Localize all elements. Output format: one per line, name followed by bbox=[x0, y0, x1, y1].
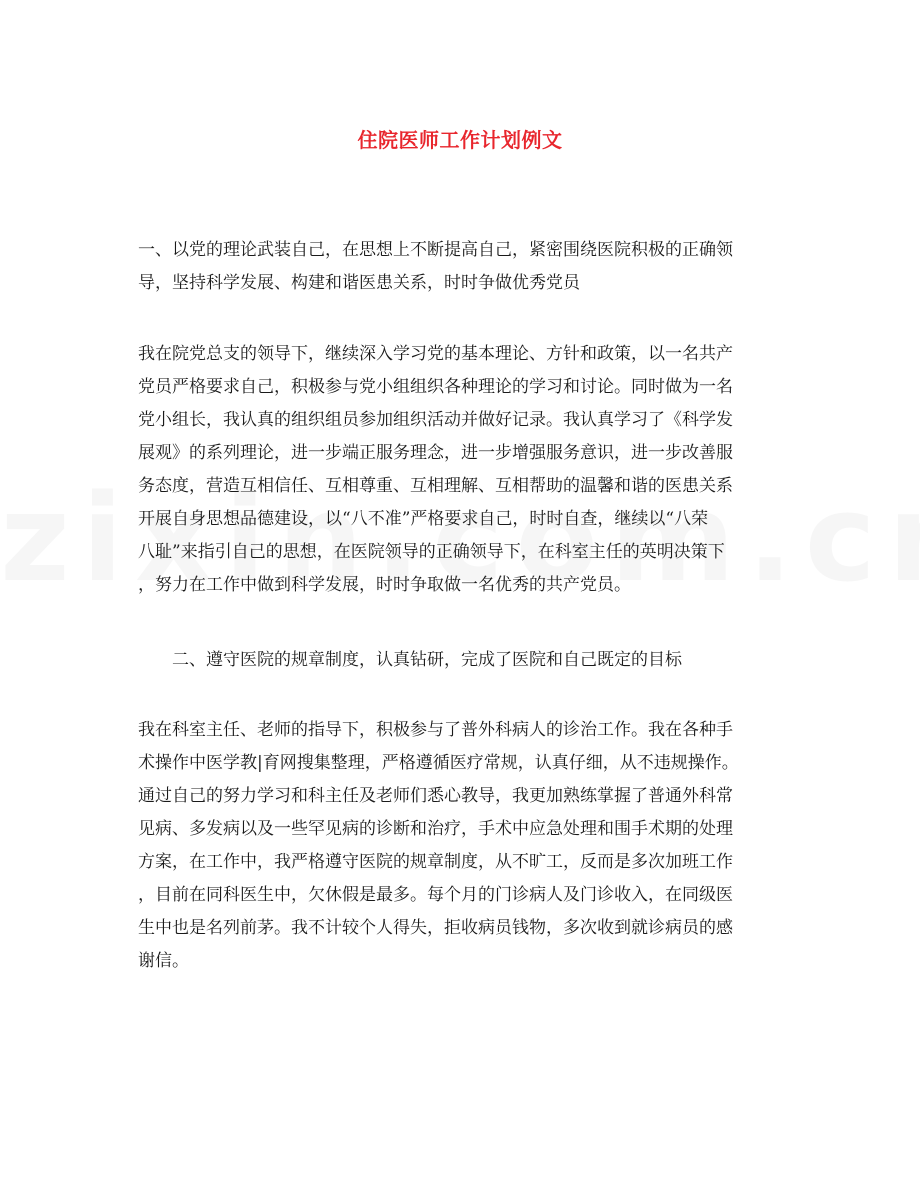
section2-body bbox=[138, 714, 786, 978]
text-line: 术操作中医学教|育网搜集整理，严格遵循医疗常规，认真仔细，从不违规操作。 bbox=[138, 753, 739, 773]
text-line: 开展自身思想品德建设，以“八不准”严格要求自己，时时自查，继续以“八荣 bbox=[138, 509, 709, 529]
document-title: 住院医师工作计划例文 bbox=[357, 128, 563, 152]
text-line: 导，坚持科学发展、构建和谐医患关系，时时争做优秀党员 bbox=[138, 273, 580, 293]
text-line: 党小组长，我认真的组织组员参加组织活动并做好记录。我认真学习了《科学发 bbox=[138, 410, 733, 430]
text-line: 见病、多发病以及一些罕见病的诊断和治疗，手术中应急处理和围手术期的处理 bbox=[138, 819, 733, 839]
text-line: 展观》的系列理论，进一步端正服务理念，进一步增强服务意识，进一步改善服 bbox=[138, 443, 733, 463]
text-line: ，目前在同科医生中，欠休假是最多。每个月的门诊病人及门诊收入，在同级医 bbox=[138, 885, 733, 905]
text-line: 方案，在工作中，我严格遵守医院的规章制度，从不旷工，反而是多次加班工作 bbox=[138, 852, 733, 872]
text-line: 我在院党总支的领导下，继续深入学习党的基本理论、方针和政策，以一名共产 bbox=[138, 344, 733, 364]
text-line: 通过自己的努力学习和科主任及老师们悉心教导，我更加熟练掌握了普通外科常 bbox=[138, 786, 733, 806]
text-line: 务态度，营造互相信任、互相尊重、互相理解、互相帮助的温馨和谐的医患关系 bbox=[138, 476, 733, 496]
text-line: 一、以党的理论武装自己，在思想上不断提高自己，紧密围绕医院积极的正确领 bbox=[138, 240, 733, 260]
text-line: 八耻”来指引自己的思想，在医院领导的正确领导下，在科室主任的英明决策下 bbox=[138, 542, 725, 562]
text-line: ，努力在工作中做到科学发展，时时争取做一名优秀的共产党员。 bbox=[138, 575, 631, 595]
section1-heading bbox=[138, 234, 786, 300]
section1-body bbox=[138, 338, 786, 602]
text-line: 我在科室主任、老师的指导下，积极参与了普外科病人的诊治工作。我在各种手 bbox=[138, 720, 733, 740]
text-line: 生中也是名列前茅。我不计较个人得失，拒收病员钱物，多次收到就诊病员的感 bbox=[138, 918, 733, 938]
section2-heading bbox=[138, 644, 786, 677]
text-line: 谢信。 bbox=[138, 951, 189, 971]
text-line: 二、遵守医院的规章制度，认真钻研，完成了医院和自己既定的目标 bbox=[172, 650, 682, 670]
text-line: 党员严格要求自己，积极参与党小组组织各种理论的学习和讨论。同时做为一名 bbox=[138, 377, 733, 397]
